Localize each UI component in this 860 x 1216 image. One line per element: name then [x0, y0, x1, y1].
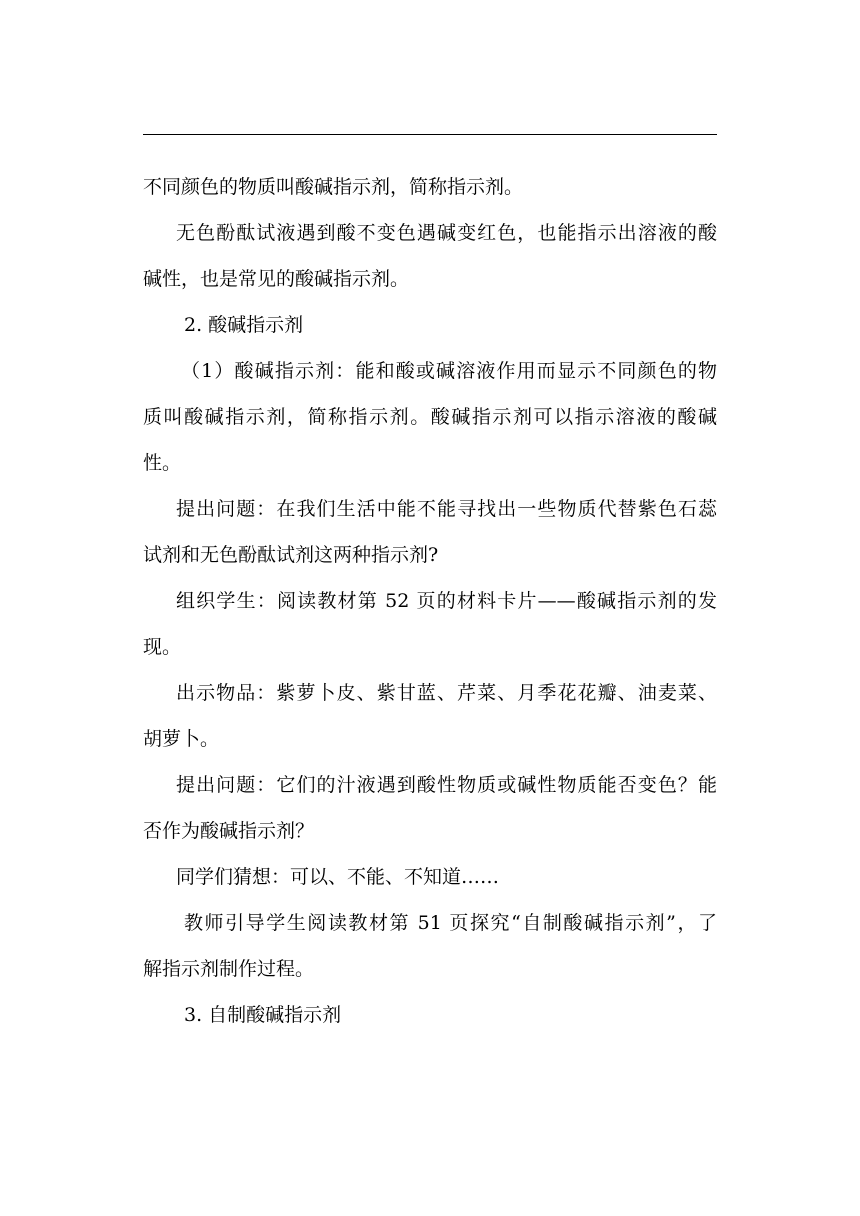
section-heading: 3. 自制酸碱指示剂: [184, 1004, 342, 1026]
text-line: 性。: [143, 452, 182, 474]
text-line: 无色酚酞试液遇到酸不变色遇碱变红色，也能指示出溶液的酸: [176, 222, 717, 244]
text-line: 教师引导学生阅读教材第 51 页探究“自制酸碱指示剂”，了: [184, 912, 717, 934]
text-line: 组织学生：阅读教材第 52 页的材料卡片——酸碱指示剂的发: [176, 590, 717, 612]
text-line: 解指示剂制作过程。: [143, 958, 315, 980]
header-rule: [143, 134, 717, 135]
document-body: [143, 164, 717, 1038]
text-line: 碱性，也是常见的酸碱指示剂。: [143, 268, 410, 290]
text-line: 质叫酸碱指示剂，简称指示剂。酸碱指示剂可以指示溶液的酸碱: [143, 406, 717, 428]
text-line: 胡萝卜。: [143, 728, 220, 750]
text-line: 提出问题：在我们生活中能不能寻找出一些物质代替紫色石蕊: [176, 498, 717, 520]
text-line: 否作为酸碱指示剂？: [143, 820, 315, 842]
text-line: （1）酸碱指示剂：能和酸或碱溶液作用而显示不同颜色的物: [181, 360, 717, 382]
text-line: 提出问题：它们的汁液遇到酸性物质或碱性物质能否变色？能: [176, 774, 717, 796]
text-line: 出示物品：紫萝卜皮、紫甘蓝、芹菜、月季花花瓣、油麦菜、: [176, 682, 717, 704]
section-heading: 2. 酸碱指示剂: [184, 314, 304, 336]
text-line: 同学们猜想：可以、不能、不知道……: [176, 866, 500, 888]
text-line: 不同颜色的物质叫酸碱指示剂，简称指示剂。: [143, 176, 524, 198]
text-line: 现。: [143, 636, 182, 658]
text-line: 试剂和无色酚酞试剂这两种指示剂?: [143, 544, 439, 566]
